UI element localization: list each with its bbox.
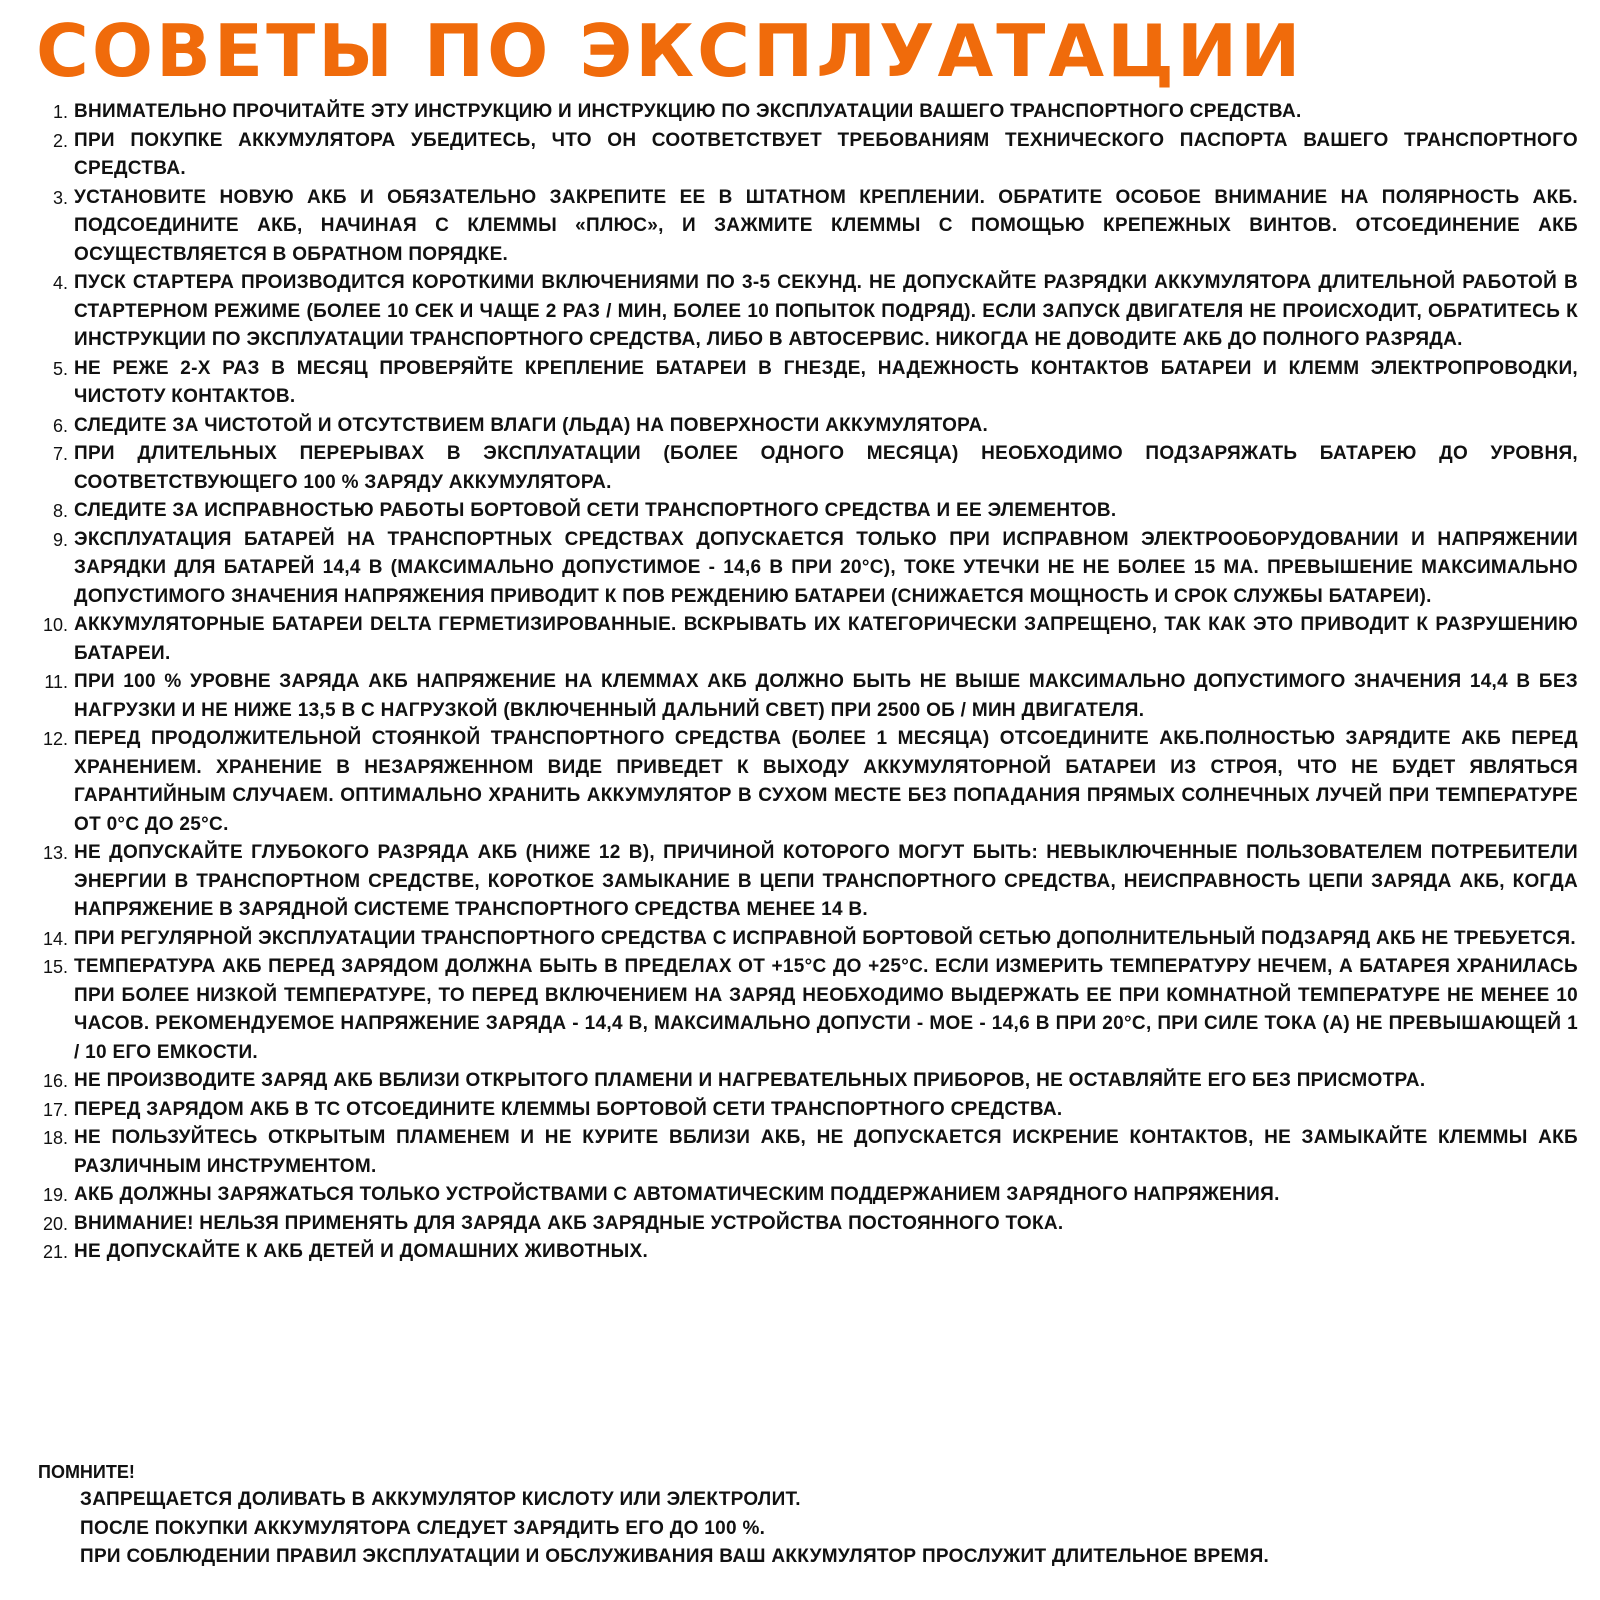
list-item-number: 8. xyxy=(52,501,68,521)
list-item xyxy=(0,611,1600,668)
list-item xyxy=(0,526,1600,612)
remember-line: ЗАПРЕЩАЕТСЯ ДОЛИВАТЬ В АККУМУЛЯТОР КИСЛОТУ ИЛИ ЭЛЕКТРОЛИТ. xyxy=(80,1489,801,1510)
list-item-number: 21. xyxy=(42,1242,68,1262)
list-item-text: СЛЕДИТЕ ЗА ЧИСТОТОЙ И ОТСУТСТВИЕМ ВЛАГИ (ЛЬДА) НА ПОВЕРХНОСТИ АККУМУЛЯТОРА. xyxy=(74,414,989,436)
remember-line: ПОСЛЕ ПОКУПКИ АККУМУЛЯТОРА СЛЕДУЕТ ЗАРЯДИТЬ ЕГО ДО 100 %. xyxy=(80,1517,766,1539)
list-item xyxy=(0,184,1600,270)
list-item-number: 17. xyxy=(42,1099,68,1120)
list-item-number: 7. xyxy=(52,444,68,464)
remember-section xyxy=(38,1458,1578,1572)
list-item-number: 4. xyxy=(52,273,68,293)
list-item-number: 5. xyxy=(52,358,68,379)
list-item xyxy=(0,269,1600,355)
list-item-number: 19. xyxy=(42,1185,68,1205)
list-item-text: ВНИМАНИЕ! НЕЛЬЗЯ ПРИМЕНЯТЬ ДЛЯ ЗАРЯДА АКБ ЗАРЯДНЫЕ УСТРОЙСТВА ПОСТОЯННОГО ТОКА. xyxy=(74,1212,1064,1234)
list-item-number: 9. xyxy=(52,529,68,550)
list-item-number: 18. xyxy=(42,1128,68,1148)
list-item xyxy=(0,355,1600,412)
remember-heading: ПОМНИТЕ! xyxy=(38,1462,135,1482)
list-item-text: УСТАНОВИТЕ НОВУЮ АКБ И ОБЯЗАТЕЛЬНО ЗАКРЕПИТЕ ЕЕ В ШТАТНОМ КРЕПЛЕНИИ. ОБРАТИТЕ ОСОБОЕ ВНИМАНИЕ НА ПОЛЯРНОСТЬ АКБ. ПОДСОЕДИНИТЕ АКБ, НАЧИНАЯ С КЛЕММЫ «ПЛЮС», И ЗАЖМИТЕ КЛЕММЫ С ПОМОЩЬЮ КРЕПЕЖНЫХ ВИНТОВ. ОТСОЕДИНЕНИЕ АКБ ОСУЩЕСТВЛЯЕТСЯ В ОБРАТНОМ ПОРЯДКЕ. xyxy=(74,186,1578,265)
list-item-text: АКБ ДОЛЖНЫ ЗАРЯЖАТЬСЯ ТОЛЬКО УСТРОЙСТВАМИ С АВТОМАТИЧЕСКИМ ПОДДЕРЖАНИЕМ ЗАРЯДНОГО НАПРЯЖЕНИЯ. xyxy=(74,1184,1280,1205)
list-item xyxy=(0,1096,1600,1125)
list-item-text: ПУСК СТАРТЕРА ПРОИЗВОДИТСЯ КОРОТКИМИ ВКЛЮЧЕНИЯМИ ПО 3-5 СЕКУНД. НЕ ДОПУСКАЙТЕ РАЗРЯДКИ АККУМУЛЯТОРА ДЛИТЕЛЬНОЙ РАБОТОЙ В СТАРТЕРНОМ РЕЖИМЕ (БОЛЕЕ 10 СЕК И ЧАЩЕ 2 РАЗ / МИН, БОЛЕЕ 10 ПОПЫТОК ПОДРЯД). ЕСЛИ ЗАПУСК ДВИГАТЕЛЯ НЕ ПРОИСХОДИТ, ОБРАТИТЕСЬ К ИНСТРУКЦИИ ПО ЭКСПЛУАТАЦИИ ТРАНСПОРТНОГО СРЕДСТВА, ЛИБО В АВТОСЕРВИС. НИКОГДА НЕ ДОВОДИТЕ АКБ ДО ПОЛНОГО РАЗРЯДА. xyxy=(74,272,1578,350)
list-item xyxy=(0,1238,1600,1267)
list-item-text: ПРИ ДЛИТЕЛЬНЫХ ПЕРЕРЫВАХ В ЭКСПЛУАТАЦИИ (БОЛЕЕ ОДНОГО МЕСЯЦА) НЕОБХОДИМО ПОДЗАРЯЖАТЬ БАТАРЕЮ ДО УРОВНЯ, СООТВЕТСТВУЮЩЕГО 100 % ЗАРЯДУ АККУМУЛЯТОРА. xyxy=(74,443,1578,493)
list-item-text: ЭКСПЛУАТАЦИЯ БАТАРЕЙ НА ТРАНСПОРТНЫХ СРЕДСТВАХ ДОПУСКАЕТСЯ ТОЛЬКО ПРИ ИСПРАВНОМ ЭЛЕКТРООБОРУДОВАНИИ И НАПРЯЖЕНИИ ЗАРЯДКИ ДЛЯ БАТАРЕЙ 14,4 В (МАКСИМАЛЬНО ДОПУСТИМОЕ - 14,6 В ПРИ 20°С), ТОКЕ УТЕЧКИ НЕ НЕ БОЛЕЕ 15 МА. ПРЕВЫШЕНИЕ МАКСИМАЛЬНО ДОПУСТИМОГО ЗНАЧЕНИЯ НАПРЯЖЕНИЯ ПРИВОДИТ К ПОВ РЕЖДЕНИЮ БАТАРЕИ (СНИЖАЕТСЯ МОЩНОСТЬ И СРОК СЛУЖБЫ БАТАРЕИ). xyxy=(74,528,1578,607)
list-item-number: 13. xyxy=(42,843,68,863)
list-item-text: ТЕМПЕРАТУРА АКБ ПЕРЕД ЗАРЯДОМ ДОЛЖНА БЫТЬ В ПРЕДЕЛАХ ОТ +15°С ДО +25°С. ЕСЛИ ИЗМЕРИТЬ ТЕМПЕРАТУРУ НЕЧЕМ, А БАТАРЕЯ ХРАНИЛАСЬ ПРИ БОЛЕЕ НИЗКОЙ ТЕМПЕРАТУРЕ, ТО ПЕРЕД ВКЛЮЧЕНИЕМ НА ЗАРЯД НЕОБХОДИМО ВЫДЕРЖАТЬ ЕЕ ПРИ КОМНАТНОЙ ТЕМПЕРАТУРЕ НЕ МЕНЕЕ 10 ЧАСОВ. РЕКОМЕНДУЕМОЕ НАПРЯЖЕНИЕ ЗАРЯДА - 14,4 В, МАКСИМАЛЬНО ДОПУСТИ - МОЕ - 14,6 В ПРИ 20°С, ПРИ СИЛЕ ТОКА (А) НЕ ПРЕВЫШАЮЩЕЙ 1 / 10 ЕГО ЕМКОСТИ. xyxy=(74,956,1578,1063)
list-item-text: СЛЕДИТЕ ЗА ИСПРАВНОСТЬЮ РАБОТЫ БОРТОВОЙ СЕТИ ТРАНСПОРТНОГО СРЕДСТВА И ЕЕ ЭЛЕМЕНТОВ. xyxy=(74,500,1117,521)
list-item-number: 6. xyxy=(52,415,68,436)
list-item xyxy=(0,412,1600,441)
list-item xyxy=(0,953,1600,1067)
list-item xyxy=(0,668,1600,725)
list-item xyxy=(0,839,1600,925)
list-item-number: 1. xyxy=(52,102,68,122)
page-title: СОВЕТЫ ПО ЭКСПЛУАТАЦИИ xyxy=(36,9,1304,93)
list-item-number: 20. xyxy=(42,1213,68,1234)
remember-line: ПРИ СОБЛЮДЕНИИ ПРАВИЛ ЭКСПЛУАТАЦИИ И ОБСЛУЖИВАНИЯ ВАШ АККУМУЛЯТОР ПРОСЛУЖИТ ДЛИТЕЛЬНОЕ ВРЕМЯ. xyxy=(80,1546,1270,1567)
list-item xyxy=(0,497,1600,526)
list-item-text: НЕ ПРОИЗВОДИТЕ ЗАРЯД АКБ ВБЛИЗИ ОТКРЫТОГО ПЛАМЕНИ И НАГРЕВАТЕЛЬНЫХ ПРИБОРОВ, НЕ ОСТАВЛЯЙТЕ ЕГО БЕЗ ПРИСМОТРА. xyxy=(74,1070,1426,1091)
list-item xyxy=(0,1210,1600,1239)
list-item-text: ПЕРЕД ПРОДОЛЖИТЕЛЬНОЙ СТОЯНКОЙ ТРАНСПОРТНОГО СРЕДСТВА (БОЛЕЕ 1 МЕСЯЦА) ОТСОЕДИНИТЕ АКБ.ПОЛНОСТЬЮ ЗАРЯДИТЕ АКБ ПЕРЕД ХРАНЕНИЕМ. ХРАНЕНИЕ В НЕЗАРЯЖЕННОМ ВИДЕ ПРИВЕДЕТ К ВЫХОДУ АККУМУЛЯТОРНОЙ БАТАРЕИ ИЗ СТРОЯ, ЧТО НЕ БУДЕТ ЯВЛЯТЬСЯ ГАРАНТИЙНЫМ СЛУЧАЕМ. ОПТИМАЛЬНО ХРАНИТЬ АККУМУЛЯТОР В СУХОМ МЕСТЕ БЕЗ ПОПАДАНИЯ ПРЯМЫХ СОЛНЕЧНЫХ ЛУЧЕЙ ПРИ ТЕМПЕРАТУРЕ ОТ 0°С ДО 25°С. xyxy=(74,728,1578,835)
list-item-number: 3. xyxy=(52,187,68,208)
list-item xyxy=(0,725,1600,839)
list-item-text: НЕ ДОПУСКАЙТЕ К АКБ ДЕТЕЙ И ДОМАШНИХ ЖИВОТНЫХ. xyxy=(74,1241,649,1262)
list-item-text: ПРИ РЕГУЛЯРНОЙ ЭКСПЛУАТАЦИИ ТРАНСПОРТНОГО СРЕДСТВА С ИСПРАВНОЙ БОРТОВОЙ СЕТЬЮ ДОПОЛНИТЕЛЬНЫЙ ПОДЗАРЯД АКБ НЕ ТРЕБУЕТСЯ. xyxy=(74,927,1576,949)
list-item xyxy=(0,127,1600,184)
list-item-text: ВНИМАТЕЛЬНО ПРОЧИТАЙТЕ ЭТУ ИНСТРУКЦИЮ И ИНСТРУКЦИЮ ПО ЭКСПЛУАТАЦИИ ВАШЕГО ТРАНСПОРТНОГО СРЕДСТВА. xyxy=(74,101,1302,122)
list-item-number: 2. xyxy=(52,130,68,151)
list-item-text: НЕ ПОЛЬЗУЙТЕСЬ ОТКРЫТЫМ ПЛАМЕНЕМ И НЕ КУРИТЕ ВБЛИЗИ АКБ, НЕ ДОПУСКАЕТСЯ ИСКРЕНИЕ КОНТАКТОВ, НЕ ЗАМЫКАЙТЕ КЛЕММЫ АКБ РАЗЛИЧНЫМ ИНСТРУМЕНТОМ. xyxy=(74,1127,1578,1177)
list-item-text: ПРИ ПОКУПКЕ АККУМУЛЯТОРА УБЕДИТЕСЬ, ЧТО ОН СООТВЕТСТВУЕТ ТРЕБОВАНИЯМ ТЕХНИЧЕСКОГО ПАСПОРТА ВАШЕГО ТРАНСПОРТНОГО СРЕДСТВА. xyxy=(74,129,1578,179)
list-item xyxy=(0,98,1600,127)
list-item-number: 12. xyxy=(42,729,68,749)
list-item-text: ПРИ 100 % УРОВНЕ ЗАРЯДА АКБ НАПРЯЖЕНИЕ НА КЛЕММАХ АКБ ДОЛЖНО БЫТЬ НЕ ВЫШЕ МАКСИМАЛЬНО ДОПУСТИМОГО ЗНАЧЕНИЯ 14,4 В БЕЗ НАГРУЗКИ И НЕ НИЖЕ 13,5 В С НАГРУЗКОЙ (ВКЛЮЧЕННЫЙ ДАЛЬНИЙ СВЕТ) ПРИ 2500 ОБ / МИН ДВИГАТЕЛЯ. xyxy=(74,671,1578,721)
list-item-text: ПЕРЕД ЗАРЯДОМ АКБ В ТС ОТСОЕДИНИТЕ КЛЕММЫ БОРТОВОЙ СЕТИ ТРАНСПОРТНОГО СРЕДСТВА. xyxy=(74,1098,1063,1120)
list-item xyxy=(0,1181,1600,1210)
list-item xyxy=(0,1067,1600,1096)
list-item-number: 14. xyxy=(42,928,68,949)
list-item-number: 16. xyxy=(42,1071,68,1091)
remember-lines xyxy=(38,1486,1578,1572)
list-item-text: НЕ ДОПУСКАЙТЕ ГЛУБОКОГО РАЗРЯДА АКБ (НИЖЕ 12 В), ПРИЧИНОЙ КОТОРОГО МОГУТ БЫТЬ: НЕВЫКЛЮЧЕННЫЕ ПОЛЬЗОВАТЕЛЕМ ПОТРЕБИТЕЛИ ЭНЕРГИИ В ТРАНСПОРТНОМ СРЕДСТВЕ, КОРОТКОЕ ЗАМЫКАНИЕ В ЦЕПИ ТРАНСПОРТНОГО СРЕДСТВА, НЕИСПРАВНОСТЬ ЦЕПИ ЗАРЯДА АКБ, КОГДА НАПРЯЖЕНИЕ В ЗАРЯДНОЙ СИСТЕМЕ ТРАНСПОРТНОГО СРЕДСТВА МЕНЕЕ 14 В. xyxy=(74,842,1578,920)
list-item xyxy=(0,1124,1600,1181)
list-item-text: АККУМУЛЯТОРНЫЕ БАТАРЕИ DELTA ГЕРМЕТИЗИРОВАННЫЕ. ВСКРЫВАТЬ ИХ КАТЕГОРИЧЕСКИ ЗАПРЕЩЕНО, ТАК КАК ЭТО ПРИВОДИТ К РАЗРУШЕНИЮ БАТАРЕИ. xyxy=(74,614,1578,664)
list-item-number: 15. xyxy=(42,957,68,977)
list-item-number: 11. xyxy=(44,672,68,692)
tips-list xyxy=(0,98,1600,1267)
list-item xyxy=(0,440,1600,497)
list-item-text: НЕ РЕЖЕ 2-Х РАЗ В МЕСЯЦ ПРОВЕРЯЙТЕ КРЕПЛЕНИЕ БАТАРЕИ В ГНЕЗДЕ, НАДЕЖНОСТЬ КОНТАКТОВ БАТАРЕИ И КЛЕММ ЭЛЕКТРОПРОВОДКИ, ЧИСТОТУ КОНТАКТОВ. xyxy=(74,357,1578,407)
list-item-number: 10. xyxy=(42,615,68,635)
list-item xyxy=(0,925,1600,954)
